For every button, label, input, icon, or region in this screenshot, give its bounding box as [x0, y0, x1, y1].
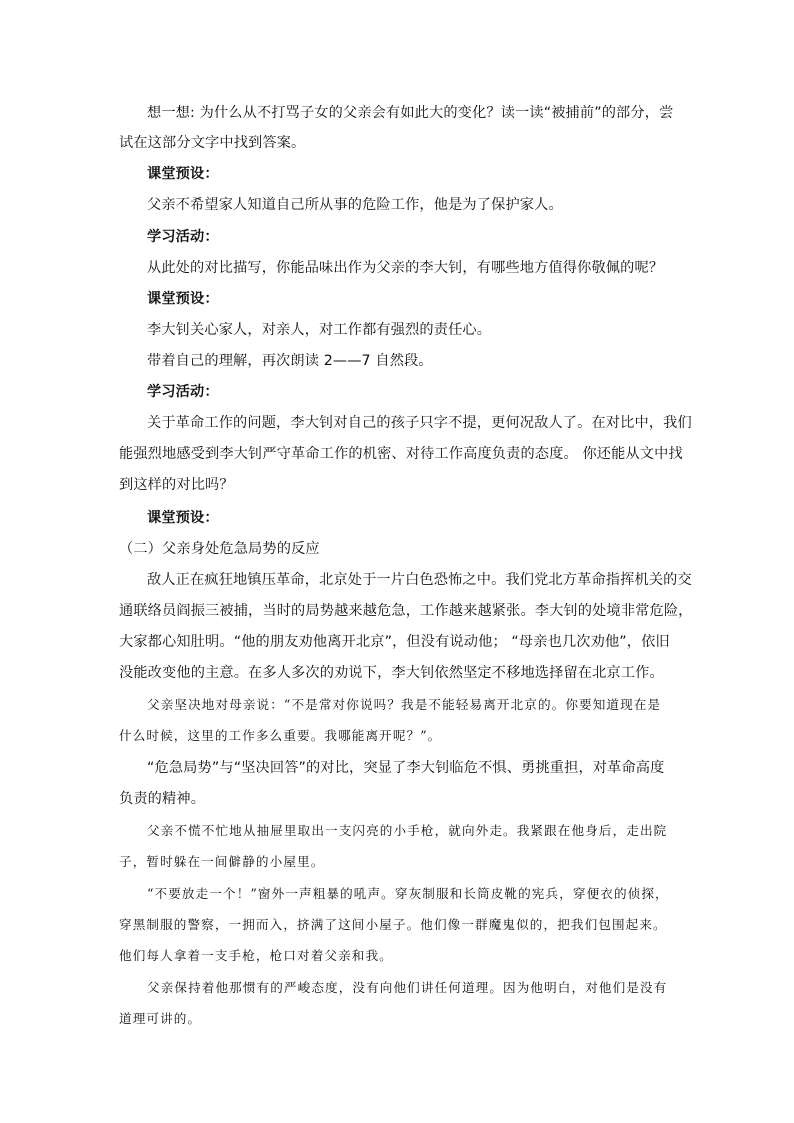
- paragraph-think-line-2: 试在这部分文字中找到答案。: [119, 135, 306, 151]
- quote-attitude-line-1: 父亲保持着他那惯有的严峻态度，没有向他们讲任何道理。因为他明白，对他们是没有: [147, 980, 668, 995]
- paragraph-crisis-line-4: 没能改变他的主意。在多人多次的劝说下，李大钊依然坚定不移地选择留在北京工作。: [119, 665, 664, 681]
- heading-class-preset: 课堂预设：: [147, 291, 219, 307]
- quote-pistol-line-2: 子，暂时躲在一间僻静的小屋里。: [119, 854, 325, 869]
- paragraph-preset-line: 李大钊关心家人，对亲人，对工作都有强烈的责任心。: [147, 322, 492, 338]
- heading-learning-activity: 学习活动：: [147, 229, 219, 245]
- quote-raid-line-1: “不要放走一个！”窗外一声粗暴的吼声。穿灰制服和长筒皮靴的宪兵，穿便衣的侦探，: [147, 886, 669, 901]
- quote-father-line-2: 什么时候，这里的工作多么重要。我哪能离开呢？”。: [119, 728, 442, 743]
- quote-attitude-line-2: 道理可讲的。: [119, 1011, 202, 1026]
- quote-pistol-line-1: 父亲不慌不忙地从抽屉里取出一支闪亮的小手枪，就向外走。我紧跟在他身后，走出院: [147, 823, 668, 838]
- paragraph-crisis-line-1: 敌人正在疯狂地镇压革命，北京处于一片白色恐怖之中。我们党北方革命指挥机关的交: [147, 572, 692, 588]
- heading-class-preset: 课堂预设：: [147, 510, 219, 526]
- quote-father-line-1: 父亲坚决地对母亲说：“不是常对你说吗？我是不能轻易离开北京的。你要知道现在是: [147, 697, 662, 712]
- paragraph-think-line-1: 想一想: 为什么从不打骂子女的父亲会有如此大的变化？读一读“被捕前”的部分，尝: [147, 105, 674, 121]
- paragraph-contrast-line-1: 关于革命工作的问题，李大钊对自己的孩子只字不提，更何况敌人了。在对比中，我们: [147, 415, 692, 431]
- paragraph-analysis-line-2: 负责的精神。: [119, 791, 206, 807]
- paragraph-analysis-line-1: “危急局势”与“坚决回答”的对比，突显了李大钊临危不惧、勇挑重担，对革命高度: [147, 760, 665, 776]
- paragraph-reading-line: 带着自己的理解，再次朗读 2——7 自然段。: [147, 353, 433, 369]
- paragraph-preset-line: 父亲不希望家人知道自己所从事的危险工作，他是为了保护家人。: [147, 197, 563, 213]
- quote-raid-line-2: 穿黑制服的警察，一拥而入，挤满了这间小屋子。他们像一群魔鬼似的，把我们包围起来。: [119, 917, 667, 932]
- quote-raid-line-3: 他们每人拿着一支手枪，枪口对着父亲和我。: [119, 948, 393, 963]
- paragraph-contrast-line-3: 到这样的对比吗？: [119, 477, 234, 493]
- paragraph-crisis-line-2: 通联络员阎振三被捕，当时的局势越来越危急，工作越来越紧张。李大钊的处境非常危险，: [119, 603, 693, 619]
- heading-class-preset: 课堂预设：: [147, 166, 219, 182]
- paragraph-crisis-line-3: 大家都心知肚明。“他的朋友劝他离开北京”，但没有说动他； “母亲也几次劝他”，依旧: [119, 634, 670, 650]
- heading-learning-activity: 学习活动：: [147, 384, 219, 400]
- paragraph-activity-line: 从此处的对比描写，你能品味出作为父亲的李大钊，有哪些地方值得你敬佩的呢？: [147, 260, 664, 276]
- paragraph-contrast-line-2: 能强烈地感受到李大钊严守革命工作的机密、对待工作高度负责的态度。 你还能从文中找: [119, 446, 683, 462]
- section-heading-crisis: （二）父亲身处危急局势的反应: [119, 541, 320, 557]
